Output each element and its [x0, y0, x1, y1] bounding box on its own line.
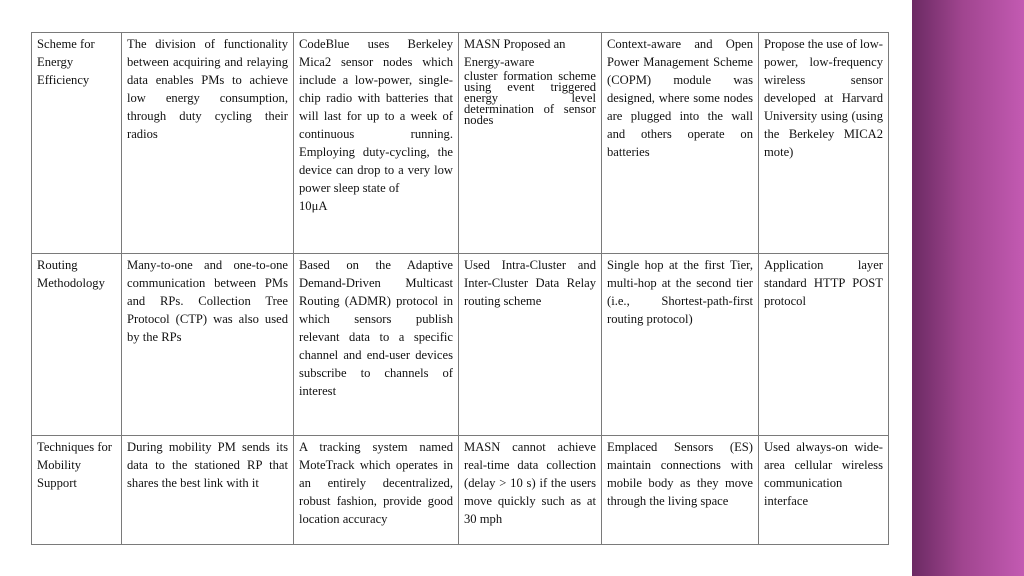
- table-cell: The division of functionality between acquiring and relaying data enables PMs to achieve low energy consumption, through duty cycling their radios: [122, 33, 294, 254]
- table-cell: Context-aware and Open Power Management Scheme (COPM) module was designed, where some nodes are plugged into the wall and others operate on batteries: [602, 33, 759, 254]
- table-row-mobility: [32, 436, 889, 545]
- table-cell-codeblue: [294, 33, 459, 254]
- table-cell: Used Intra-Cluster and Inter-Cluster Data Relay routing scheme: [459, 254, 602, 436]
- table-cell: MASN cannot achieve real-time data collection (delay > 10 s) if the users move quickly such as at 30 mph: [459, 436, 602, 545]
- cell-text-extra: 10μA: [299, 199, 328, 213]
- table-cell: Application layer standard HTTP POST protocol: [759, 254, 889, 436]
- table-row-energy: [32, 33, 889, 254]
- table-cell: Used always-on wide-area cellular wireless communication interface: [759, 436, 889, 545]
- table-cell: Many-to-one and one-to-one communication between PMs and RPs. Collection Tree Protocol (CTP) was also used by the RPs: [122, 254, 294, 436]
- row-header-energy: Scheme for Energy Efficiency: [32, 33, 122, 254]
- row-header-routing: Routing Methodology: [32, 254, 122, 436]
- cell-text-extra: cluster formation scheme using event triggered energy level determination of sensor nodes: [464, 69, 596, 127]
- table-cell: Propose the use of low-power, low-frequency wireless sensor developed at Harvard University using (using the Berkeley MICA2 mote): [759, 33, 889, 254]
- table-row-routing: [32, 254, 889, 436]
- row-header-mobility: Techniques for Mobility Support: [32, 436, 122, 545]
- table-cell-masn: [459, 33, 602, 254]
- table-cell: A tracking system named MoteTrack which operates in an entirely decentralized, robust fashion, provide good location accuracy: [294, 436, 459, 545]
- cell-text: CodeBlue uses Berkeley Mica2 sensor nodes which include a low-power, single-chip radio with batteries that will last for up to a week of continuous running. Employing duty-cycling, the device can drop to a very low power sleep state of: [299, 37, 453, 195]
- cell-text: MASN Proposed an Energy-aware: [464, 37, 566, 69]
- table-cell: Single hop at the first Tier, multi-hop at the second tier (i.e., Shortest-path-first routing protocol): [602, 254, 759, 436]
- table-cell: Based on the Adaptive Demand-Driven Multicast Routing (ADMR) protocol in which sensors publish relevant data to a specific channel and end-user devices subscribe to channels of interest: [294, 254, 459, 436]
- table-cell: During mobility PM sends its data to the stationed RP that shares the best link with it: [122, 436, 294, 545]
- table-cell: Emplaced Sensors (ES) maintain connections with mobile body as they move through the living space: [602, 436, 759, 545]
- comparison-table: [31, 32, 889, 545]
- decorative-side-panel: [912, 0, 1024, 576]
